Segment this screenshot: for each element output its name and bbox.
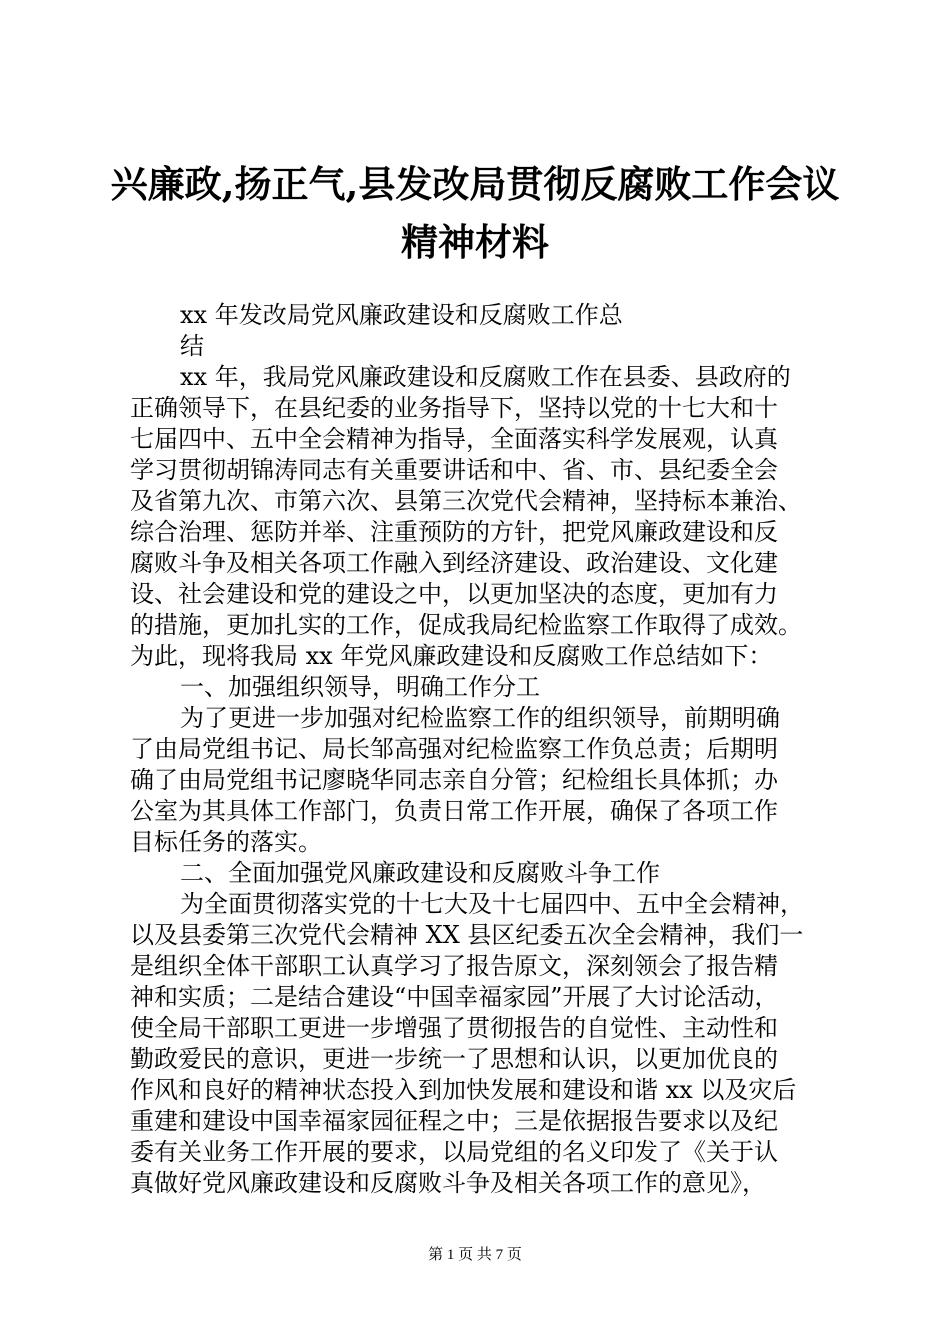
paragraph-line: 腐败斗争及相关各项工作融入到经济建设、政治建设、文化建 xyxy=(130,549,778,577)
paragraph-line: xx 年，我局党风廉政建设和反腐败工作在县委、县政府的 xyxy=(180,363,791,391)
paragraph-line: 确了由局党组书记廖晓华同志亲自分管；纪检组长具体抓；办 xyxy=(130,766,778,794)
paragraph-line: 使全局干部职工更进一步增强了贯彻报告的自觉性、主动性和 xyxy=(130,1014,778,1042)
paragraph-line: 重建和建设中国幸福家园征程之中；三是依据报告要求以及纪 xyxy=(130,1107,778,1135)
paragraph-line: 为全面贯彻落实党的十七大及十七届四中、五中全会精神， xyxy=(180,890,804,918)
paragraph-line: 是组织全体干部职工认真学习了报告原文，深刻领会了报告精 xyxy=(130,952,778,980)
paragraph-line: 为了更进一步加强对纪检监察工作的组织领导，前期明确 xyxy=(180,704,780,732)
paragraph-line: 以及县委第三次党代会精神 XX 县区纪委五次全会精神，我们一 xyxy=(130,921,804,949)
paragraph-line: 真做好党风廉政建设和反腐败斗争及相关各项工作的意见》， xyxy=(130,1169,766,1197)
paragraph-line: 了由局党组书记、局长邹高强对纪检监察工作负总责；后期明 xyxy=(130,735,778,763)
paragraph-line: 设、社会建设和党的建设之中，以更加坚决的态度，更加有力 xyxy=(130,580,778,608)
subtitle-line: 结 xyxy=(180,332,204,360)
paragraph-line: 委有关业务工作开展的要求，以局党组的名义印发了《关于认 xyxy=(130,1138,778,1166)
paragraph-line: 公室为其具体工作部门，负责日常工作开展，确保了各项工作 xyxy=(130,797,778,825)
paragraph-line: 学习贯彻胡锦涛同志有关重要讲话和中、省、市、县纪委全会 xyxy=(130,456,778,484)
section-heading-2: 二、全面加强党风廉政建设和反腐败斗争工作 xyxy=(180,859,660,887)
paragraph-line: 七届四中、五中全会精神为指导，全面落实科学发展观，认真 xyxy=(130,425,778,453)
section-heading-1: 一、加强组织领导，明确工作分工 xyxy=(180,673,540,701)
document-title-line1: 兴廉政,扬正气,县发改局贯彻反腐败工作会议 xyxy=(110,162,840,206)
paragraph-line: 作风和良好的精神状态投入到加快发展和建设和谐 xx 以及灾后 xyxy=(130,1076,797,1104)
paragraph-line: 目标任务的落实。 xyxy=(130,828,322,856)
document-title-line2: 精神材料 xyxy=(401,220,549,264)
paragraph-line: 及省第九次、市第六次、县第三次党代会精神，坚持标本兼治、 xyxy=(130,487,802,515)
paragraph-line: 勤政爱民的意识，更进一步统一了思想和认识，以更加优良的 xyxy=(130,1045,778,1073)
paragraph-line: 的措施，更加扎实的工作，促成我局纪检监察工作取得了成效。 xyxy=(130,611,802,639)
page-number-footer: 第 1 页 共 7 页 xyxy=(428,1247,522,1263)
paragraph-line: 正确领导下，在县纪委的业务指导下，坚持以党的十七大和十 xyxy=(130,394,778,422)
paragraph-line: 为此，现将我局 xx 年党风廉政建设和反腐败工作总结如下： xyxy=(130,642,773,670)
paragraph-line: 综合治理、惩防并举、注重预防的方针，把党风廉政建设和反 xyxy=(130,518,778,546)
paragraph-line: 神和实质；二是结合建设“中国幸福家园”开展了大讨论活动， xyxy=(130,983,779,1011)
subtitle-line: xx 年发改局党风廉政建设和反腐败工作总 xyxy=(180,301,623,329)
